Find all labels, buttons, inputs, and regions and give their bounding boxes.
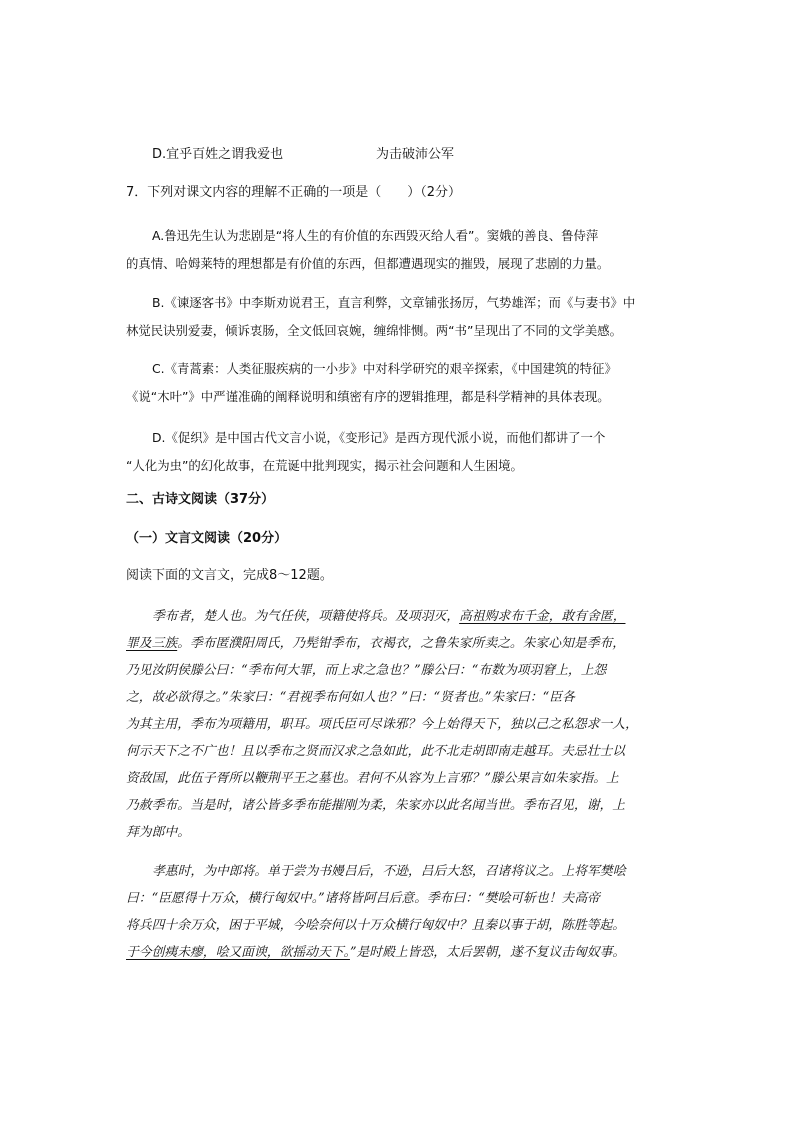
passage-text: 季布者，楚人也。为气任侠，项籍使将兵。及项羽灭，	[152, 609, 460, 624]
passage-p1-line2	[126, 636, 625, 652]
underlined-sentence: 罪及三族	[126, 636, 178, 651]
passage-p2-line2: 曰：“臣愿得十万众，横行匈奴中。”诸将皆阿吕后意。季布曰：“樊哙可斩也！夫高帝	[126, 891, 600, 906]
q7-stem: 7．下列对课文内容的理解不正确的一项是（ ）（2分）	[126, 185, 462, 200]
q7-option-b-line1: B.《谏逐客书》中李斯劝说君王，直言利弊，文章铺张扬厉，气势雄浑；而《与妻书》中	[152, 295, 636, 310]
passage-p1-line5: 为其主用，季布为项籍用，职耳。项氏臣可尽诛邪？今上始得天下，独以己之私怨求一人，	[126, 717, 638, 732]
q7-option-a-line1: A.鲁迅先生认为悲剧是“将人生的有价值的东西毁灭给人看”。窦娥的善良、鲁侍萍	[152, 228, 599, 243]
passage-p1-line3: 乃见汝阴侯滕公曰：“季布何大罪，而上求之急也？”滕公曰：“布数为项羽窘上，上怨	[126, 663, 607, 678]
passage-p1-line7: 资敌国，此伍子胥所以鞭荆平王之墓也。君何不从容为上言邪？”滕公果言如朱家指。上	[126, 771, 619, 786]
underlined-sentence: 于今创痍未瘳，哙又面谀，欲摇动天下。	[126, 945, 350, 960]
passage-p1-line1	[152, 609, 625, 625]
underlined-sentence: 高祖购求布千金，敢有舍匿，	[459, 609, 626, 624]
passage-p2-line1: 孝惠时，为中郎将。单于尝为书嫚吕后，不逊，吕后大怒，召诸将议之。上将军樊哙	[152, 864, 626, 879]
passage-p1-line6: 何示天下之不广也！且以季布之贤而汉求之急如此，此不北走胡即南走越耳。夫忌壮士以	[126, 744, 626, 759]
q6-option-d-right: 为击破沛公军	[376, 147, 455, 162]
q7-option-d-line1: D.《促织》是中国古代文言小说，《变形记》是西方现代派小说，而他们都讲了一个	[152, 430, 606, 445]
passage-p1-line4: 之，故必欲得之。”朱家曰：“君视季布何如人也？”曰：“贤者也。”朱家曰：“臣各	[126, 690, 575, 705]
passage-instruction: 阅读下面的文言文，完成8～12题。	[126, 568, 333, 583]
q7-option-a-line2: 的真情、哈姆莱特的理想都是有价值的东西，但都遭遇现实的摧毁，展现了悲剧的力量。	[126, 256, 610, 271]
q7-option-b-line2: 林觉民诀别爱妻，倾诉衷肠，全文低回哀婉，缠绵悱恻。两“书”呈现出了不同的文学美感。	[126, 323, 623, 338]
passage-p1-line8: 乃赦季布。当是时，诸公皆多季布能摧刚为柔，朱家亦以此名闻当世。季布召见，谢，上	[126, 798, 626, 813]
passage-p2-line4	[126, 945, 625, 961]
passage-p2-line3: 将兵四十余万众，困于平城，今哙奈何以十万众横行匈奴中？且秦以事于胡，陈胜等起。	[126, 918, 626, 933]
passage-p1-line9: 拜为郎中。	[126, 825, 190, 840]
q7-option-c-line1: C.《青蒿素：人类征服疾病的一小步》中对科学研究的艰辛探索，《中国建筑的特征》	[152, 361, 617, 376]
passage-text: 。季布匿濮阳周氏，乃髡钳季布，衣褐衣，之鲁朱家所卖之。朱家心知是季布，	[177, 636, 626, 651]
section-two-heading: 二、古诗文阅读（37分）	[126, 492, 275, 507]
q7-option-d-line2: “人化为虫”的幻化故事，在荒诞中批判现实，揭示社会问题和人生困境。	[126, 458, 523, 473]
q6-option-d: D.宜乎百姓之谓我爱也	[152, 147, 284, 162]
passage-text: ”是时殿上皆恐，太后罢朝，遂不复议击匈奴事。	[349, 945, 626, 960]
q7-option-c-line2: 《说“木叶”》中严谨准确的阐释说明和缜密有序的逻辑推理，都是科学精神的具体表现。	[126, 389, 610, 404]
subsection-one-heading: （一）文言文阅读（20分）	[126, 531, 288, 546]
